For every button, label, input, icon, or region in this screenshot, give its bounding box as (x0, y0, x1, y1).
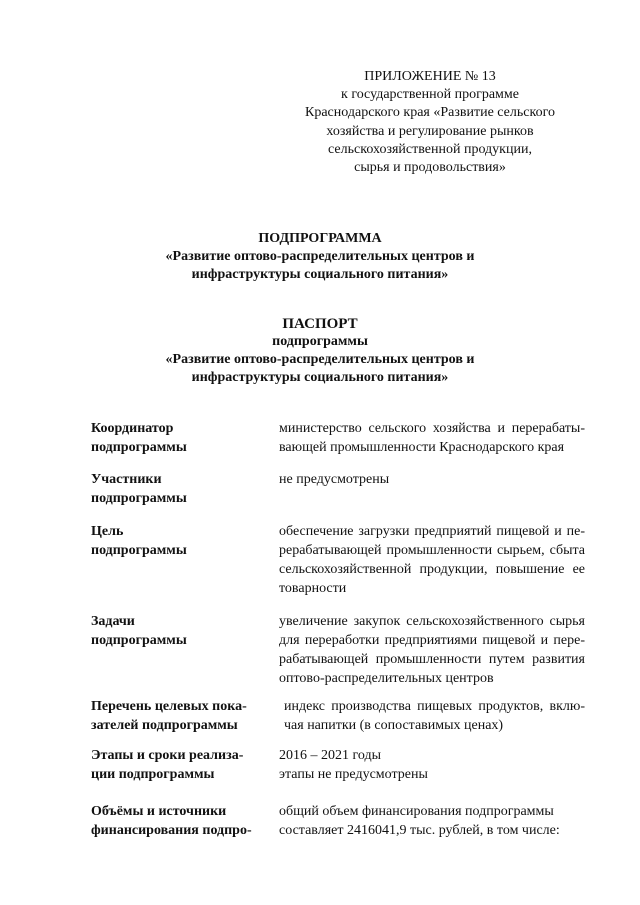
row-value-line: обеспечение загрузки предприятий пищевой и пе- (279, 524, 585, 539)
appendix-line: ПРИЛОЖЕНИЕ № 13 (364, 69, 496, 84)
row-value (279, 612, 585, 688)
row-label-line: Перечень целевых пока- (91, 699, 247, 714)
appendix-line: сельскохозяйственной продукции, (328, 141, 532, 157)
row-label (91, 697, 263, 735)
row-value (279, 522, 585, 598)
row-label-line: подпрограммы (91, 440, 187, 455)
passport-title (0, 315, 640, 387)
appendix-line: к государственной программе (341, 87, 519, 103)
row-value-line: составляет 2416041,9 тыс. рублей, в том числе: (279, 823, 560, 838)
row-value-line: этапы не предусмотрены (279, 767, 428, 782)
row-value-line: сельскохозяйственной продукции, повышение ее (279, 562, 585, 577)
row-value-line: для переработки предприятиями пищевой и пере- (279, 633, 585, 648)
subprogram-name-line: «Развитие оптово-распределительных центров и (165, 249, 475, 264)
row-label (91, 470, 263, 508)
row-label-line: Цель (91, 524, 124, 539)
appendix-line: сырья и продовольствия» (354, 160, 506, 176)
row-value-line: увеличение закупок сельскохозяйственного сырья (279, 614, 585, 629)
subprogram-name-line: инфраструктуры социального питания» (191, 267, 449, 282)
row-value-line: рерабатывающей промышленности сырьем, сбыта (279, 543, 585, 558)
subprogram-title (0, 230, 640, 284)
row-label-line: ции подпрограммы (91, 767, 215, 782)
row-value-line: товарности (279, 581, 347, 596)
row-value-line: 2016 – 2021 годы (279, 748, 382, 763)
row-value (284, 697, 585, 735)
row-value-line: министерство сельского хозяйства и перерабаты- (279, 421, 585, 436)
passport-subheading: подпрограммы (272, 334, 368, 349)
row-label (91, 746, 263, 784)
row-label-line: подпрограммы (91, 633, 187, 648)
row-label-line: финансирования подпро- (91, 823, 252, 838)
row-label (91, 612, 263, 650)
row-value-line: индекс производства пищевых продуктов, вклю- (284, 699, 585, 714)
row-label-line: зателей подпрограммы (91, 718, 238, 733)
passport-name-line: «Развитие оптово-распределительных центров и (165, 352, 475, 367)
subprogram-heading: ПОДПРОГРАММА (258, 231, 382, 246)
row-label-line: подпрограммы (91, 491, 187, 506)
row-label-line: Этапы и сроки реализа- (91, 748, 244, 763)
row-label-line: Координатор (91, 421, 174, 436)
row-label-line: Участники (91, 472, 162, 487)
row-label-line: Задачи (91, 614, 135, 629)
row-value (279, 746, 585, 784)
passport-heading: ПАСПОРТ (282, 316, 358, 332)
row-label-line: Объёмы и источники (91, 804, 227, 819)
appendix-line: Краснодарского края «Развитие сельского (305, 105, 555, 121)
row-label-line: подпрограммы (91, 543, 187, 558)
row-value (279, 470, 585, 489)
row-value (279, 419, 585, 457)
row-label (91, 419, 263, 457)
appendix-line: хозяйства и регулирование рынков (326, 123, 534, 139)
row-value-line: оптово-распределительных центров (279, 671, 494, 686)
row-value-line: не предусмотрены (279, 472, 390, 487)
row-value-line: вающей промышленности Краснодарского края (279, 440, 565, 455)
row-value-line: общий объем финансирования подпрограммы (279, 804, 554, 819)
row-value (279, 802, 585, 840)
appendix-header (300, 68, 560, 177)
row-label (91, 802, 263, 840)
passport-name-line: инфраструктуры социального питания» (191, 370, 449, 385)
row-value-line: чая напитки (в сопоставимых ценах) (284, 718, 504, 733)
row-value-line: рабатывающей промышленности путем развития (279, 652, 585, 667)
row-label (91, 522, 263, 560)
